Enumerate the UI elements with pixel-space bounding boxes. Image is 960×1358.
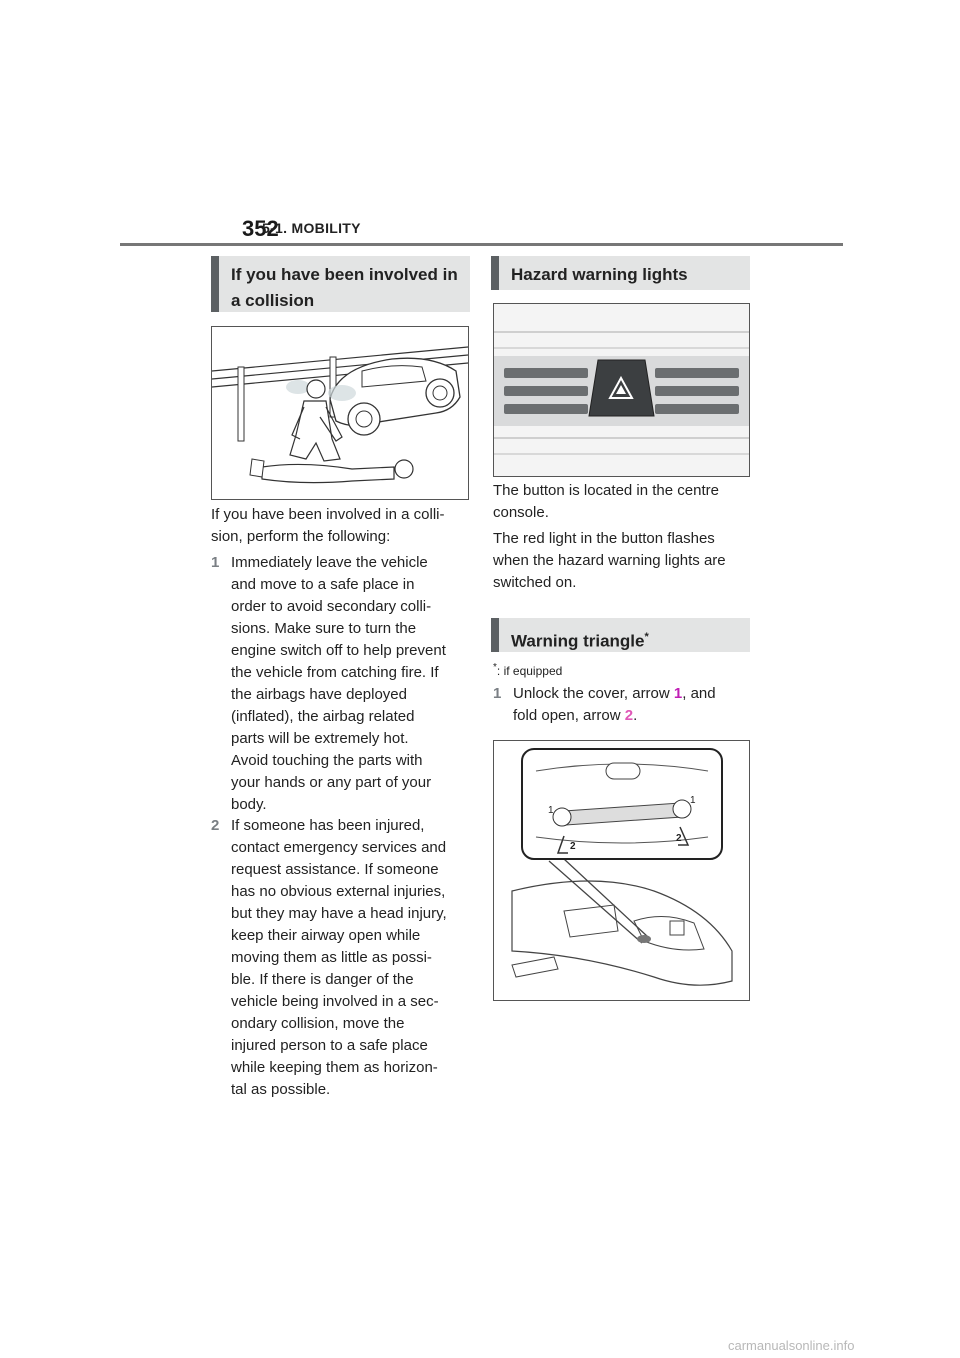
step-line: If someone has been injured, bbox=[231, 817, 425, 834]
hazard-heading bbox=[491, 256, 750, 290]
collision-heading-text: If you have been involved in a collision bbox=[231, 265, 458, 310]
collision-heading bbox=[211, 256, 470, 312]
step-text bbox=[231, 552, 446, 816]
step-line: body. bbox=[231, 796, 267, 813]
step-line: (inflated), the airbag related bbox=[231, 708, 415, 725]
step-line: but they may have a head injury, bbox=[231, 905, 447, 922]
footnote-text: : if equipped bbox=[496, 664, 563, 678]
step-line: your hands or any part of your bbox=[231, 774, 432, 791]
callout-label: 2 bbox=[676, 833, 682, 844]
step-line: the airbags have deployed bbox=[231, 686, 407, 703]
step-text-part: . bbox=[633, 707, 638, 724]
step-line: ondary collision, move the bbox=[231, 1015, 405, 1032]
section-title: 5-1. MOBILITY bbox=[262, 220, 361, 236]
step-text bbox=[231, 815, 447, 1101]
step-line: keep their airway open while bbox=[231, 927, 421, 944]
text-line: The button is located in the centre bbox=[493, 482, 719, 499]
step-line: Immediately leave the vehicle bbox=[231, 554, 428, 571]
collision-intro bbox=[211, 504, 471, 548]
step-line: contact emergency services and bbox=[231, 839, 447, 856]
step-line bbox=[513, 683, 716, 705]
step-text-part: fold open, arrow bbox=[513, 707, 625, 724]
header-divider bbox=[120, 243, 843, 246]
step-line: moving them as little as possi- bbox=[231, 949, 432, 966]
text-line: when the hazard warning lights are bbox=[493, 552, 726, 569]
page-number: 352 bbox=[242, 216, 279, 241]
step-text-part: , and bbox=[682, 685, 716, 702]
intro-line: If you have been involved in a colli- bbox=[211, 506, 445, 523]
warning-triangle-illustration bbox=[493, 740, 750, 1001]
callout-label: 1 bbox=[690, 795, 696, 806]
text-line: console. bbox=[493, 504, 549, 521]
step-line: sions. Make sure to turn the bbox=[231, 620, 417, 637]
warning-triangle-heading bbox=[491, 618, 750, 652]
hazard-button-illustration bbox=[493, 303, 750, 477]
step-line bbox=[513, 705, 716, 727]
equipped-footnote bbox=[493, 662, 562, 678]
arrow-1-label: 1 bbox=[673, 685, 683, 702]
step-line: while keeping them as horizon- bbox=[231, 1059, 438, 1076]
step-line: request assistance. If someone bbox=[231, 861, 439, 878]
step-number: 1 bbox=[493, 685, 502, 702]
step-line: injured person to a safe place bbox=[231, 1037, 428, 1054]
arrow-2-label: 2 bbox=[624, 707, 634, 724]
step-line: the vehicle from catching fire. If bbox=[231, 664, 439, 681]
hazard-location-text bbox=[493, 480, 755, 524]
callout-label: 2 bbox=[570, 841, 576, 852]
warning-triangle-heading-text: Warning triangle bbox=[511, 631, 645, 651]
hazard-heading-text: Hazard warning lights bbox=[511, 265, 688, 284]
step-line: tal as possible. bbox=[231, 1081, 331, 1098]
text-line: switched on. bbox=[493, 574, 577, 591]
step-text bbox=[513, 683, 716, 727]
step-text-part: Unlock the cover, arrow bbox=[513, 685, 674, 702]
step-line: vehicle being involved in a sec- bbox=[231, 993, 439, 1010]
footnote-marker: * bbox=[644, 631, 649, 643]
step-line: ble. If there is danger of the bbox=[231, 971, 414, 988]
step-number: 1 bbox=[211, 554, 220, 571]
text-line: The red light in the button flashes bbox=[493, 530, 715, 547]
intro-line: sion, perform the following: bbox=[211, 528, 391, 545]
collision-illustration bbox=[211, 326, 469, 500]
step-line: engine switch off to help prevent bbox=[231, 642, 446, 659]
hazard-light-text bbox=[493, 528, 755, 594]
step-line: has no obvious external injuries, bbox=[231, 883, 446, 900]
step-line: order to avoid secondary colli- bbox=[231, 598, 432, 615]
footnote-marker: * bbox=[493, 662, 497, 673]
step-line: and move to a safe place in bbox=[231, 576, 415, 593]
step-line: Avoid touching the parts with bbox=[231, 752, 423, 769]
callout-label: 1 bbox=[548, 805, 554, 816]
step-line: parts will be extremely hot. bbox=[231, 730, 409, 747]
step-number: 2 bbox=[211, 817, 220, 834]
watermark: carmanualsonline.info bbox=[728, 1338, 855, 1353]
